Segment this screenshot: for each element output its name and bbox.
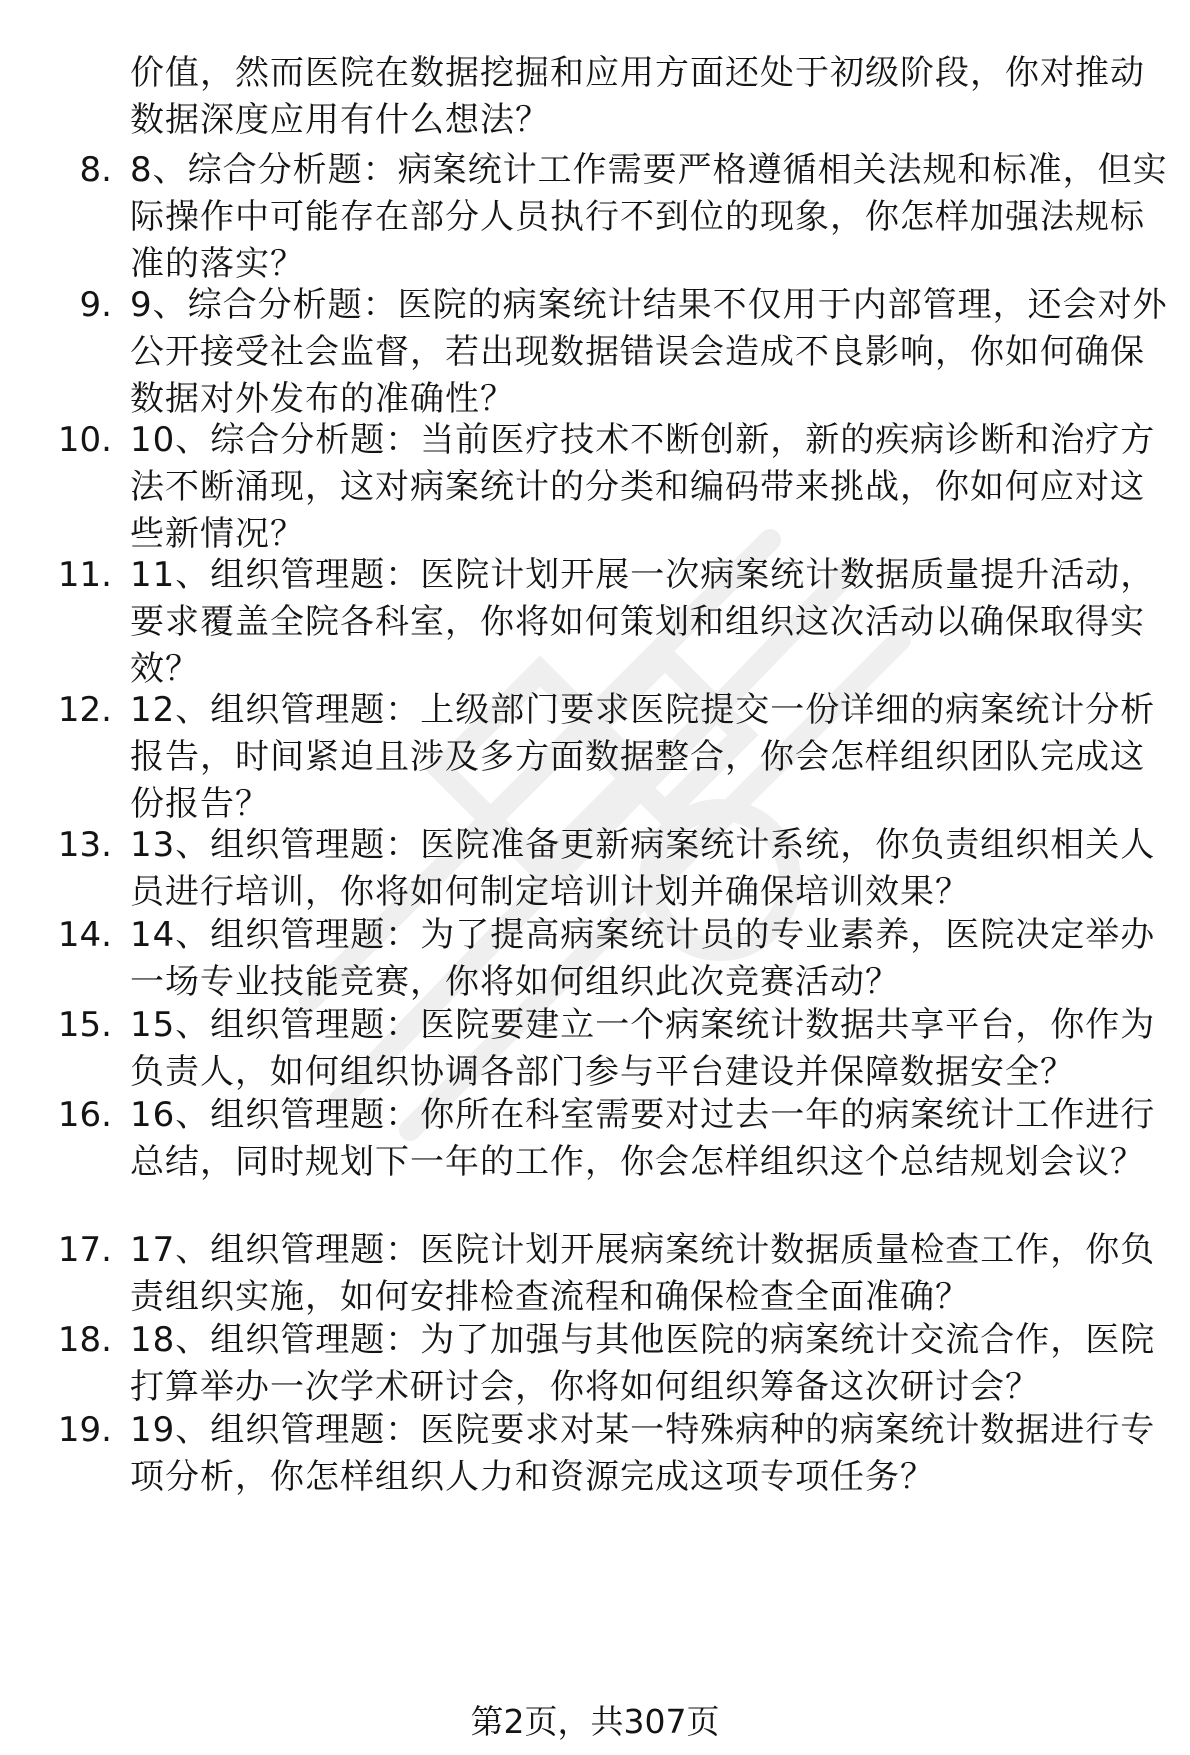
item-number: 15. [57,1005,112,1045]
item-text: 8、综合分析题：病案统计工作需要严格遵循相关法规和标准，但实际操作中可能存在部分人员执行不到位的现象，你怎样加强法规标准的落实？ [130,150,1168,284]
item-number: 19. [57,1410,112,1450]
item-number: 9. [79,285,112,325]
item-number: 14. [57,915,112,955]
item-text: 9、综合分析题：医院的病案统计结果不仅用于内部管理，还会对外公开接受社会监督，若出现数据错误会造成不良影响，你如何确保数据对外发布的准确性？ [130,285,1168,419]
item-text: 12、组织管理题：上级部门要求医院提交一份详细的病案统计分析报告，时间紧迫且涉及多方面数据整合，你会怎样组织团队完成这份报告？ [130,690,1156,824]
item-number: 8. [79,150,112,190]
item-text: 15、组织管理题：医院要建立一个病案统计数据共享平台，你作为负责人，如何组织协调各部门参与平台建设并保障数据安全？ [130,1005,1156,1092]
item-text: 10、综合分析题：当前医疗技术不断创新，新的疾病诊断和治疗方法不断涌现，这对病案统计的分类和编码带来挑战，你如何应对这些新情况？ [130,420,1156,554]
item-text: 13、组织管理题：医院准备更新病案统计系统，你负责组织相关人员进行培训，你将如何制定培训计划并确保培训效果？ [130,825,1156,912]
item-number: 16. [57,1095,112,1135]
item-number: 10. [57,420,112,460]
item-text: 14、组织管理题：为了提高病案统计员的专业素养，医院决定举办一场专业技能竞赛，你将如何组织此次竞赛活动？ [130,915,1156,1002]
item-text: 17、组织管理题：医院计划开展病案统计数据质量检查工作，你负责组织实施，如何安排检查流程和确保检查全面准确？ [130,1230,1156,1317]
item-text: 16、组织管理题：你所在科室需要对过去一年的病案统计工作进行总结，同时规划下一年的工作，你会怎样组织这个总结规划会议？ [130,1095,1156,1182]
item-text: 19、组织管理题：医院要求对某一特殊病种的病案统计数据进行专项分析，你怎样组织人力和资源完成这项专项任务？ [130,1410,1156,1497]
continuation-paragraph: 价值，然而医院在数据挖掘和应用方面还处于初级阶段，你对推动数据深度应用有什么想法？ [130,53,1145,140]
item-number: 11. [57,555,112,595]
item-number: 18. [57,1320,112,1360]
item-text: 11、组织管理题：医院计划开展一次病案统计数据质量提升活动，要求覆盖全院各科室，你将如何策划和组织这次活动以确保取得实效？ [130,555,1156,689]
item-number: 13. [57,825,112,865]
item-number: 12. [57,690,112,730]
item-text: 18、组织管理题：为了加强与其他医院的病案统计交流合作，医院打算举办一次学术研讨会，你将如何组织筹备这次研讨会？ [130,1320,1156,1407]
item-number: 17. [57,1230,112,1270]
page-footer: 第2页，共307页 [470,1702,720,1741]
